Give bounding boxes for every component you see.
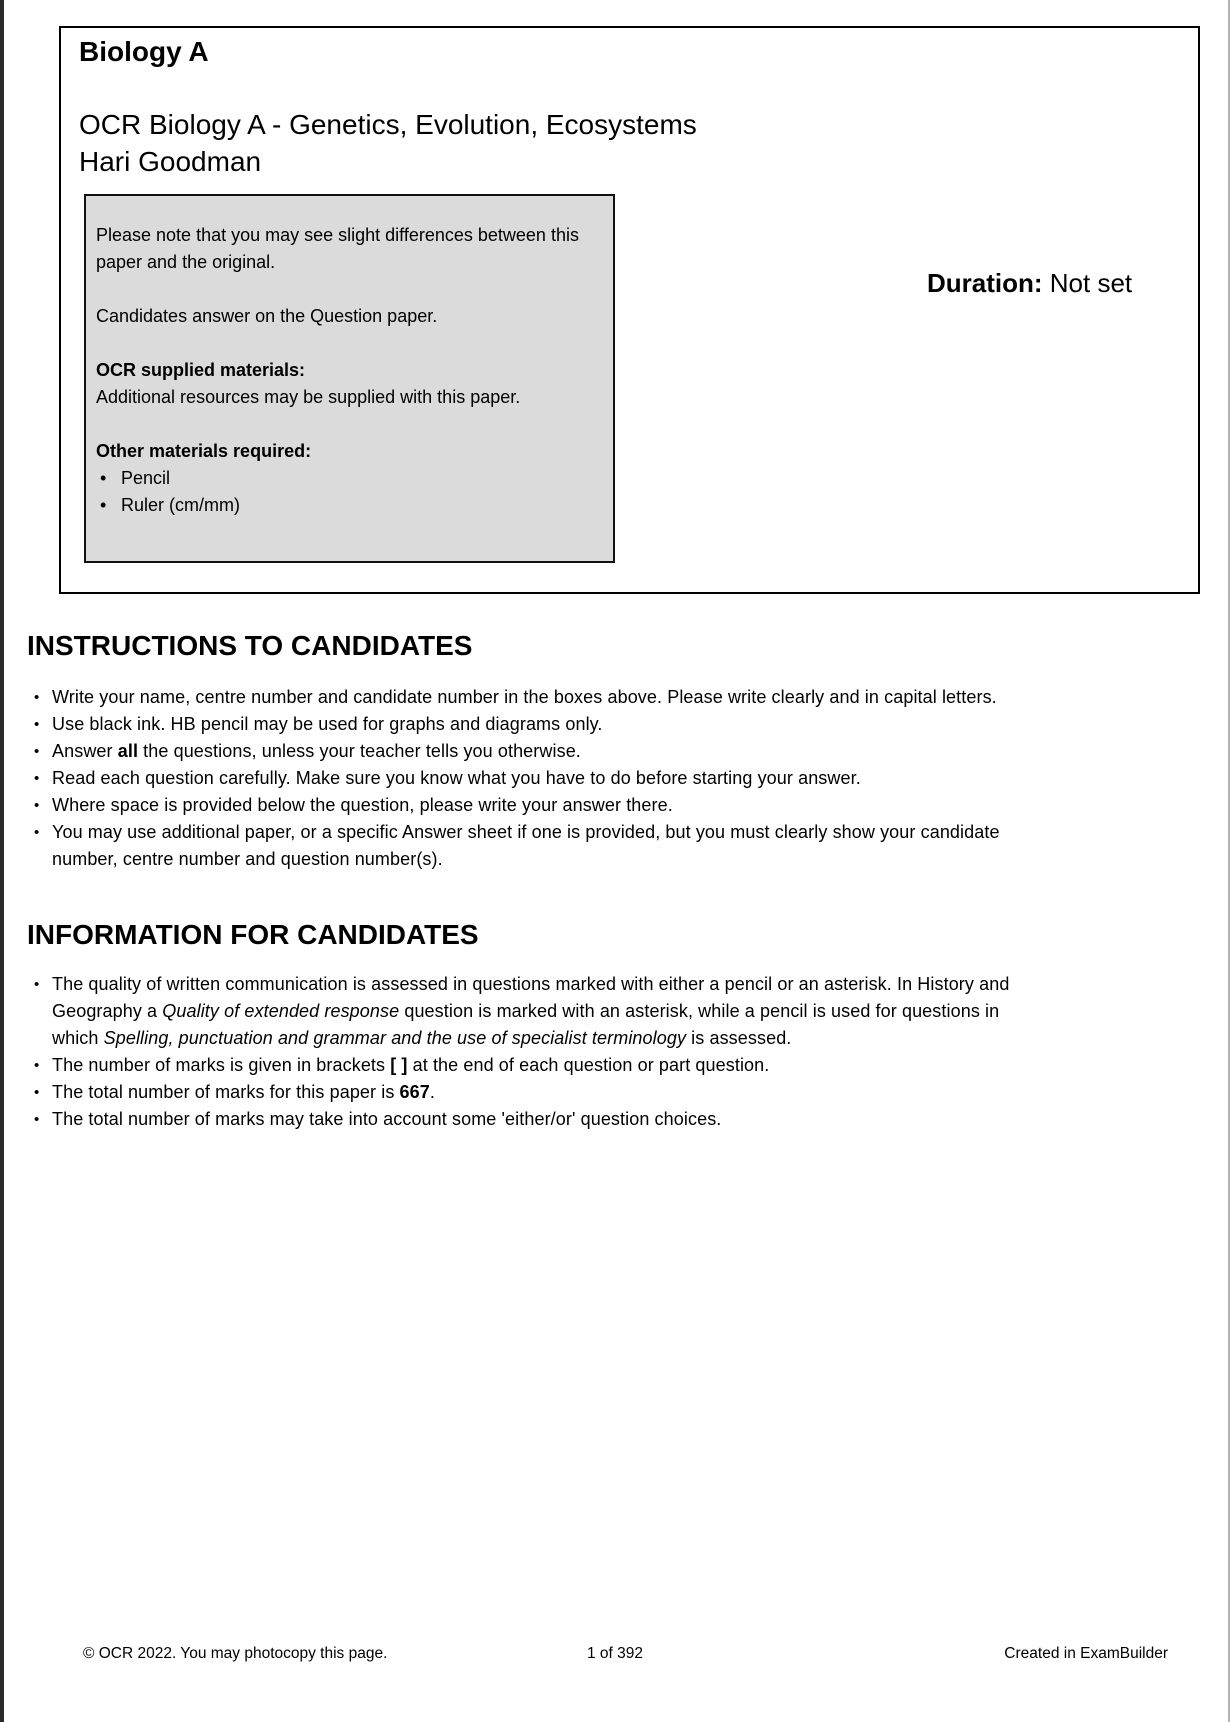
notice-difference-note: Please note that you may see slight differences between this paper and the original. — [96, 225, 579, 272]
footer — [0, 1645, 1230, 1667]
exam-subject: Biology A — [79, 36, 209, 67]
duration-value: Not set — [1049, 268, 1133, 298]
footer-created: Created in ExamBuilder — [1004, 1645, 1168, 1662]
notice-supplied-text: Additional resources may be supplied with this paper. — [96, 387, 521, 407]
notice-other — [96, 438, 607, 465]
list-item: • Write your name, centre number and candidate number in the boxes above. Please write clearly and in capital letters. — [33, 684, 1163, 711]
list-item: • Answer all the questions, unless your teacher tells you otherwise. — [33, 738, 1163, 765]
footer-copyright: © OCR 2022. You may photocopy this page. — [83, 1645, 388, 1662]
list-item: • Use black ink. HB pencil may be used for graphs and diagrams only. — [33, 711, 1163, 738]
duration-label: Duration: — [927, 268, 1043, 298]
list-item: • Pencil — [96, 465, 607, 492]
duration — [927, 268, 1132, 299]
list-item: • You may use additional paper, or a specific Answer sheet if one is provided, but you must clearly show your candidate number, centre number and question number(s). — [33, 819, 1163, 873]
exam-title: OCR Biology A - Genetics, Evolution, Ecosystems — [79, 109, 697, 140]
list-item: • The total number of marks for this paper is 667. — [33, 1079, 1163, 1106]
information-list — [33, 971, 1163, 1133]
notice-answer-note: Candidates answer on the Question paper. — [96, 306, 438, 326]
list-item: • Ruler (cm/mm) — [96, 492, 607, 519]
list-item: • The number of marks is given in brackets [ ] at the end of each question or part question. — [33, 1052, 1163, 1079]
list-item: • The quality of written communication is assessed in questions marked with either a pencil or an asterisk. In History and Geography a Quality of extended response question is marked with an asterisk, while a pencil is used for questions in which Spelling, punctuation and grammar and the use of specialist terminology is assessed. — [33, 971, 1163, 1052]
notice-supplied-heading: OCR supplied materials: — [96, 360, 306, 380]
notice-materials-list — [96, 465, 607, 519]
notice-box — [84, 194, 615, 563]
information-heading: INFORMATION FOR CANDIDATES — [27, 919, 479, 950]
list-item: • Read each question carefully. Make sure you know what you have to do before starting your answer. — [33, 765, 1163, 792]
instructions-list — [33, 684, 1163, 873]
exam-header-box — [59, 26, 1200, 594]
notice-supplied — [96, 357, 607, 411]
list-item: • The total number of marks may take into account some 'either/or' question choices. — [33, 1106, 1163, 1133]
footer-page-number: 1 of 392 — [586, 1645, 644, 1662]
list-item: • Where space is provided below the question, please write your answer there. — [33, 792, 1163, 819]
notice-other-heading: Other materials required: — [96, 441, 312, 461]
exam-author: Hari Goodman — [79, 146, 262, 177]
instructions-heading: INSTRUCTIONS TO CANDIDATES — [27, 630, 473, 661]
